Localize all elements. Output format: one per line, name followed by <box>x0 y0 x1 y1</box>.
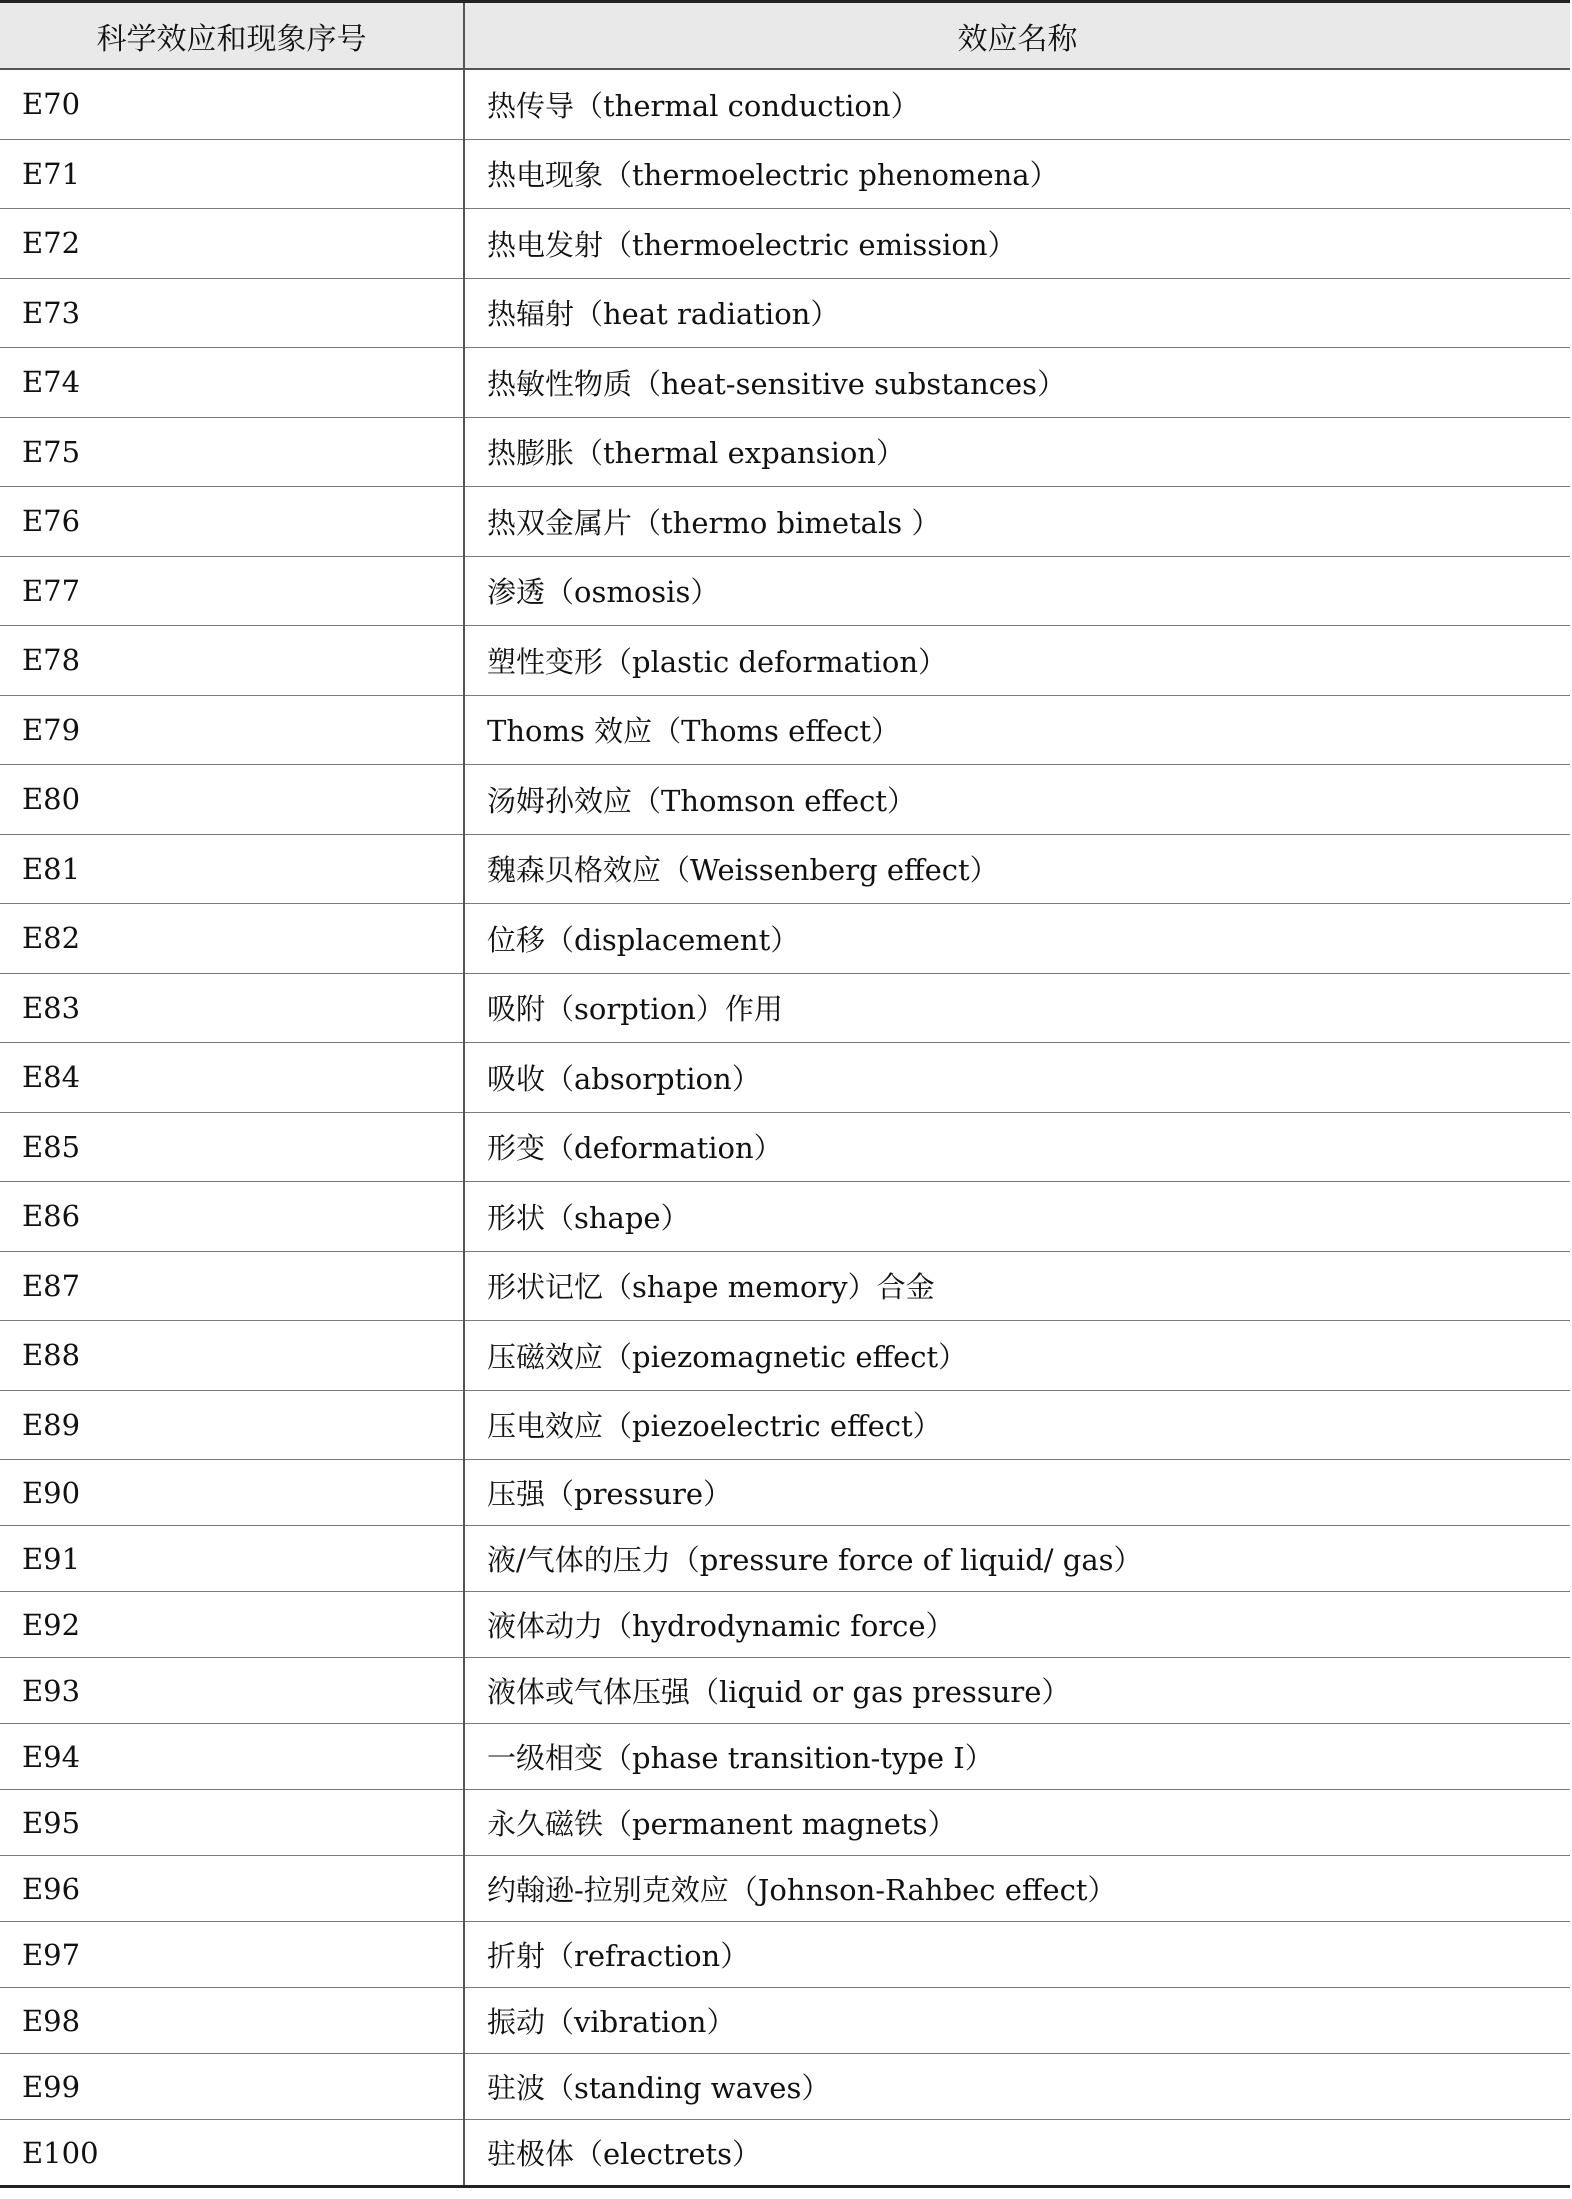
effect-id: E79 <box>0 695 464 765</box>
table-row <box>0 417 1570 487</box>
effect-name: 魏森贝格效应（Weissenberg effect） <box>464 834 1570 904</box>
effect-name: 塑性变形（plastic deformation） <box>464 626 1570 696</box>
effect-id: E85 <box>0 1112 464 1182</box>
effect-name: 热电现象（thermoelectric phenomena） <box>464 139 1570 209</box>
table-row <box>0 834 1570 904</box>
effect-name: 约翰逊-拉别克效应（Johnson-Rahbec effect） <box>464 1856 1570 1922</box>
table-row <box>0 1988 1570 2054</box>
effect-id: E87 <box>0 1251 464 1321</box>
effect-name: 热辐射（heat radiation） <box>464 278 1570 348</box>
table-row <box>0 487 1570 557</box>
effect-name: 折射（refraction） <box>464 1922 1570 1988</box>
effect-name: 吸附（sorption）作用 <box>464 973 1570 1043</box>
table-row <box>0 1790 1570 1856</box>
effect-name: 吸收（absorption） <box>464 1043 1570 1113</box>
table-row <box>0 1043 1570 1113</box>
table-row <box>0 1182 1570 1252</box>
table-row <box>0 1460 1570 1526</box>
effect-id: E86 <box>0 1182 464 1252</box>
table-row <box>0 278 1570 348</box>
effect-name: 热膨胀（thermal expansion） <box>464 417 1570 487</box>
effect-id: E84 <box>0 1043 464 1113</box>
effect-id: E98 <box>0 1988 464 2054</box>
effect-id: E91 <box>0 1526 464 1592</box>
effect-id: E100 <box>0 2120 464 2187</box>
table-row <box>0 626 1570 696</box>
effect-name: 形状记忆（shape memory）合金 <box>464 1251 1570 1321</box>
effect-id: E83 <box>0 973 464 1043</box>
effect-name: 液体或气体压强（liquid or gas pressure） <box>464 1658 1570 1724</box>
effect-name: 驻极体（electrets） <box>487 2137 762 2171</box>
effect-id: E75 <box>0 417 464 487</box>
effect-id: E88 <box>0 1321 464 1391</box>
effect-id: E76 <box>0 487 464 557</box>
table-body <box>0 69 1570 2187</box>
effect-name: 热传导（thermal conduction） <box>464 69 1570 139</box>
header-name: 效应名称 <box>464 2 1570 70</box>
effect-id: E97 <box>0 1922 464 1988</box>
header-row <box>0 2 1570 70</box>
effect-name: 热双金属片（thermo bimetals ） <box>464 487 1570 557</box>
effect-name: 驻波（standing waves） <box>464 2054 1570 2120</box>
table-row <box>0 556 1570 626</box>
table-row <box>0 209 1570 279</box>
effect-id: E74 <box>0 348 464 418</box>
effect-name: 形变（deformation） <box>464 1112 1570 1182</box>
effect-id: E92 <box>0 1592 464 1658</box>
table-row <box>0 2120 1570 2187</box>
effect-name: 永久磁铁（permanent magnets） <box>464 1790 1570 1856</box>
effect-name: 液/气体的压力（pressure force of liquid/ gas） <box>464 1526 1570 1592</box>
effect-name: 振动（vibration） <box>464 1988 1570 2054</box>
table-row <box>0 69 1570 139</box>
table-row <box>0 1592 1570 1658</box>
effect-id: E94 <box>0 1724 464 1790</box>
table-row <box>0 348 1570 418</box>
effect-id: E70 <box>0 69 464 139</box>
table-row <box>0 1321 1570 1391</box>
table-row <box>0 695 1570 765</box>
effect-name: 汤姆孙效应（Thomson effect） <box>464 765 1570 835</box>
effect-name: 热电发射（thermoelectric emission） <box>464 209 1570 279</box>
effect-id: E72 <box>0 209 464 279</box>
effect-id: E82 <box>0 904 464 974</box>
table-row <box>0 1658 1570 1724</box>
effect-name: 压强（pressure） <box>464 1460 1570 1526</box>
effect-id: E80 <box>0 765 464 835</box>
table-row <box>0 765 1570 835</box>
table-row <box>0 1390 1570 1460</box>
table-row <box>0 1856 1570 1922</box>
effect-id: E81 <box>0 834 464 904</box>
table-row <box>0 1526 1570 1592</box>
effect-id: E95 <box>0 1790 464 1856</box>
table-row <box>0 1251 1570 1321</box>
effect-id: E73 <box>0 278 464 348</box>
effect-id: E99 <box>0 2054 464 2120</box>
table-row <box>0 1112 1570 1182</box>
effect-id: E78 <box>0 626 464 696</box>
effect-name: 热敏性物质（heat-sensitive substances） <box>464 348 1570 418</box>
effect-name: 渗透（osmosis） <box>464 556 1570 626</box>
table-row <box>0 1922 1570 1988</box>
effect-name: 压电效应（piezoelectric effect） <box>464 1390 1570 1460</box>
effect-name: 压磁效应（piezomagnetic effect） <box>464 1321 1570 1391</box>
table-row <box>0 2054 1570 2120</box>
effect-name: 形状（shape） <box>464 1182 1570 1252</box>
effect-id: E77 <box>0 556 464 626</box>
table-row <box>0 1724 1570 1790</box>
effect-name: 液体动力（hydrodynamic force） <box>464 1592 1570 1658</box>
table-row <box>0 904 1570 974</box>
effect-name: 位移（displacement） <box>464 904 1570 974</box>
effect-name: Thoms 效应（Thoms effect） <box>464 695 1570 765</box>
header-id: 科学效应和现象序号 <box>0 2 464 70</box>
table-row <box>0 139 1570 209</box>
effect-id: E89 <box>0 1390 464 1460</box>
effect-id: E90 <box>0 1460 464 1526</box>
effect-id: E93 <box>0 1658 464 1724</box>
effect-name: 一级相变（phase transition-type Ⅰ） <box>464 1724 1570 1790</box>
effect-id: E71 <box>0 139 464 209</box>
table-row <box>0 973 1570 1043</box>
effect-id: E96 <box>0 1856 464 1922</box>
